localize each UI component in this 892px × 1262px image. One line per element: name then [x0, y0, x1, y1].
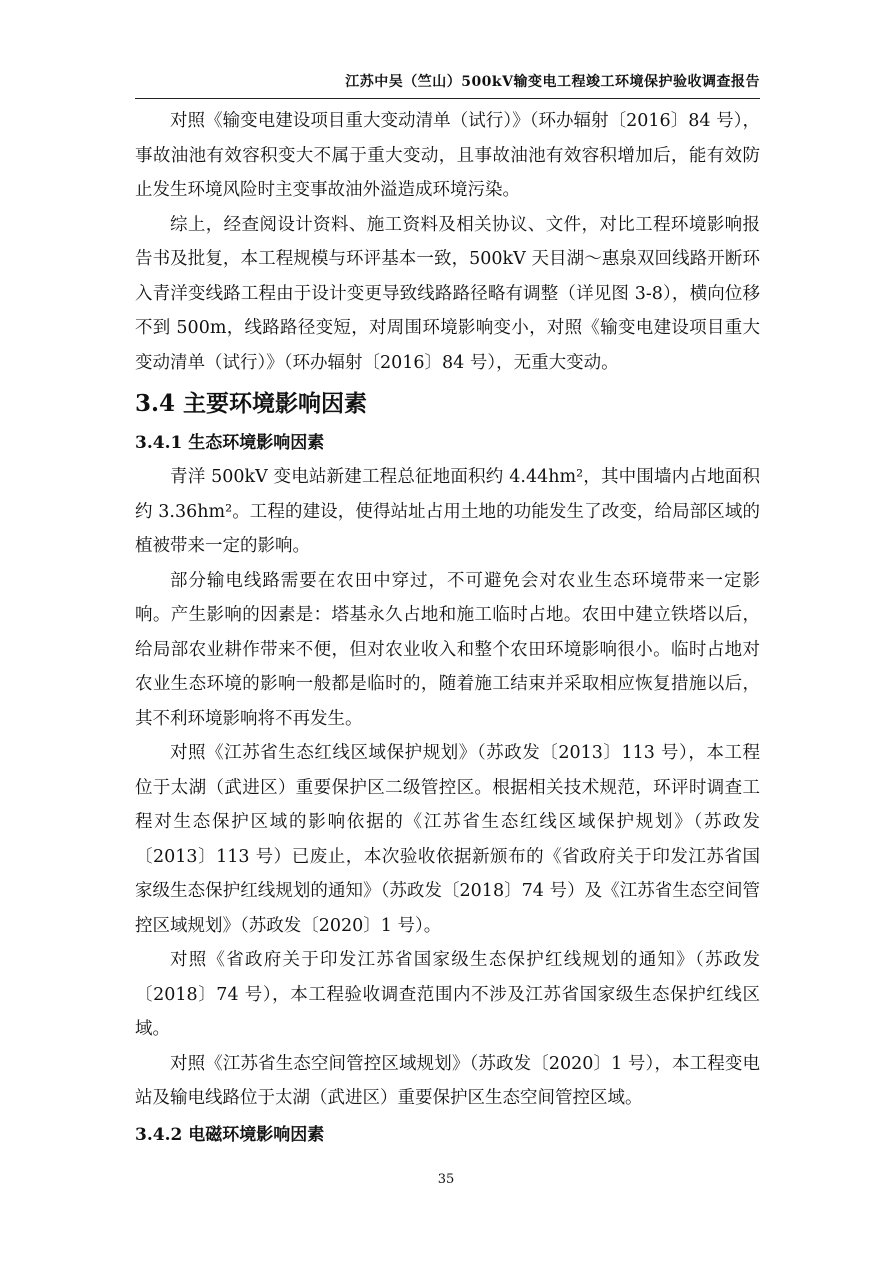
body-paragraph: 对照《江苏省生态空间管控区域规划》（苏政发〔2020〕1 号），本工程变电站及输电线路位于太湖（武进区）重要保护区生态空间管控区域。	[135, 1053, 760, 1108]
running-header: 江苏中吴（竺山）500kV输变电工程竣工环境保护验收调查报告	[345, 74, 760, 90]
body-paragraph: 部分输电线路需要在农田中穿过，不可避免会对农业生态环境带来一定影响。产生影响的因素是：塔基永久占地和施工临时占地。农田中建立铁塔以后，给局部农业耕作带来不便，但对农业收入和整个农田环境影响很小。临时占地对农业生态环境的影响一般都是临时的，随着施工结束并采取相应恢复措施以后，其不利环境影响将不再发生。	[135, 570, 760, 729]
header-rule	[135, 98, 760, 99]
subsection-heading: 3.4.1 生态环境影响因素	[135, 433, 325, 453]
subsection-heading: 3.4.2 电磁环境影响因素	[135, 1124, 325, 1145]
body-paragraph: 对照《输变电建设项目重大变动清单（试行）》（环办辐射〔2016〕84 号），事故油池有效容积变大不属于重大变动，且事故油池有效容积增加后，能有效防止发生环境风险时主变事故油外溢造成环境污染。	[135, 111, 760, 200]
page-body	[135, 104, 760, 1152]
section-heading: 3.4 主要环境影响因素	[135, 390, 368, 417]
body-paragraph: 青洋 500kV 变电站新建工程总征地面积约 4.44hm²，其中围墙内占地面积约 3.36hm²。工程的建设，使得站址占用土地的功能发生了改变，给局部区域的植被带来一定的影响。	[135, 467, 760, 556]
body-paragraph: 综上，经查阅设计资料、施工资料及相关协议、文件，对比工程环境影响报告书及批复，本工程规模与环评基本一致，500kV 天目湖～惠泉双回线路开断环入青洋变线路工程由于设计变更导致线路路径略有调整（详见图 3-8），横向位移不到 500m，线路路径变短，对周围环境影响变小，对照《输变电建设项目重大变动清单（试行）》（环办辐射〔2016〕84 号），无重大变动。	[135, 214, 760, 373]
page-number: 35	[437, 1172, 455, 1187]
body-paragraph: 对照《省政府关于印发江苏省国家级生态保护红线规划的通知》（苏政发〔2018〕74 号），本工程验收调查范围内不涉及江苏省国家级生态保护红线区域。	[135, 950, 760, 1039]
body-paragraph: 对照《江苏省生态红线区域保护规划》（苏政发〔2013〕113 号），本工程位于太湖（武进区）重要保护区二级管控区。根据相关技术规范，环评时调查工程对生态保护区域的影响依据的《江苏省生态红线区域保护规划》（苏政发〔2013〕113 号）已废止，本次验收依据新颁布的《省政府关于印发江苏省国家级生态保护红线规划的通知》（苏政发〔2018〕74 号）及《江苏省生态空间管控区域规划》（苏政发〔2020〕1 号）。	[135, 743, 760, 936]
